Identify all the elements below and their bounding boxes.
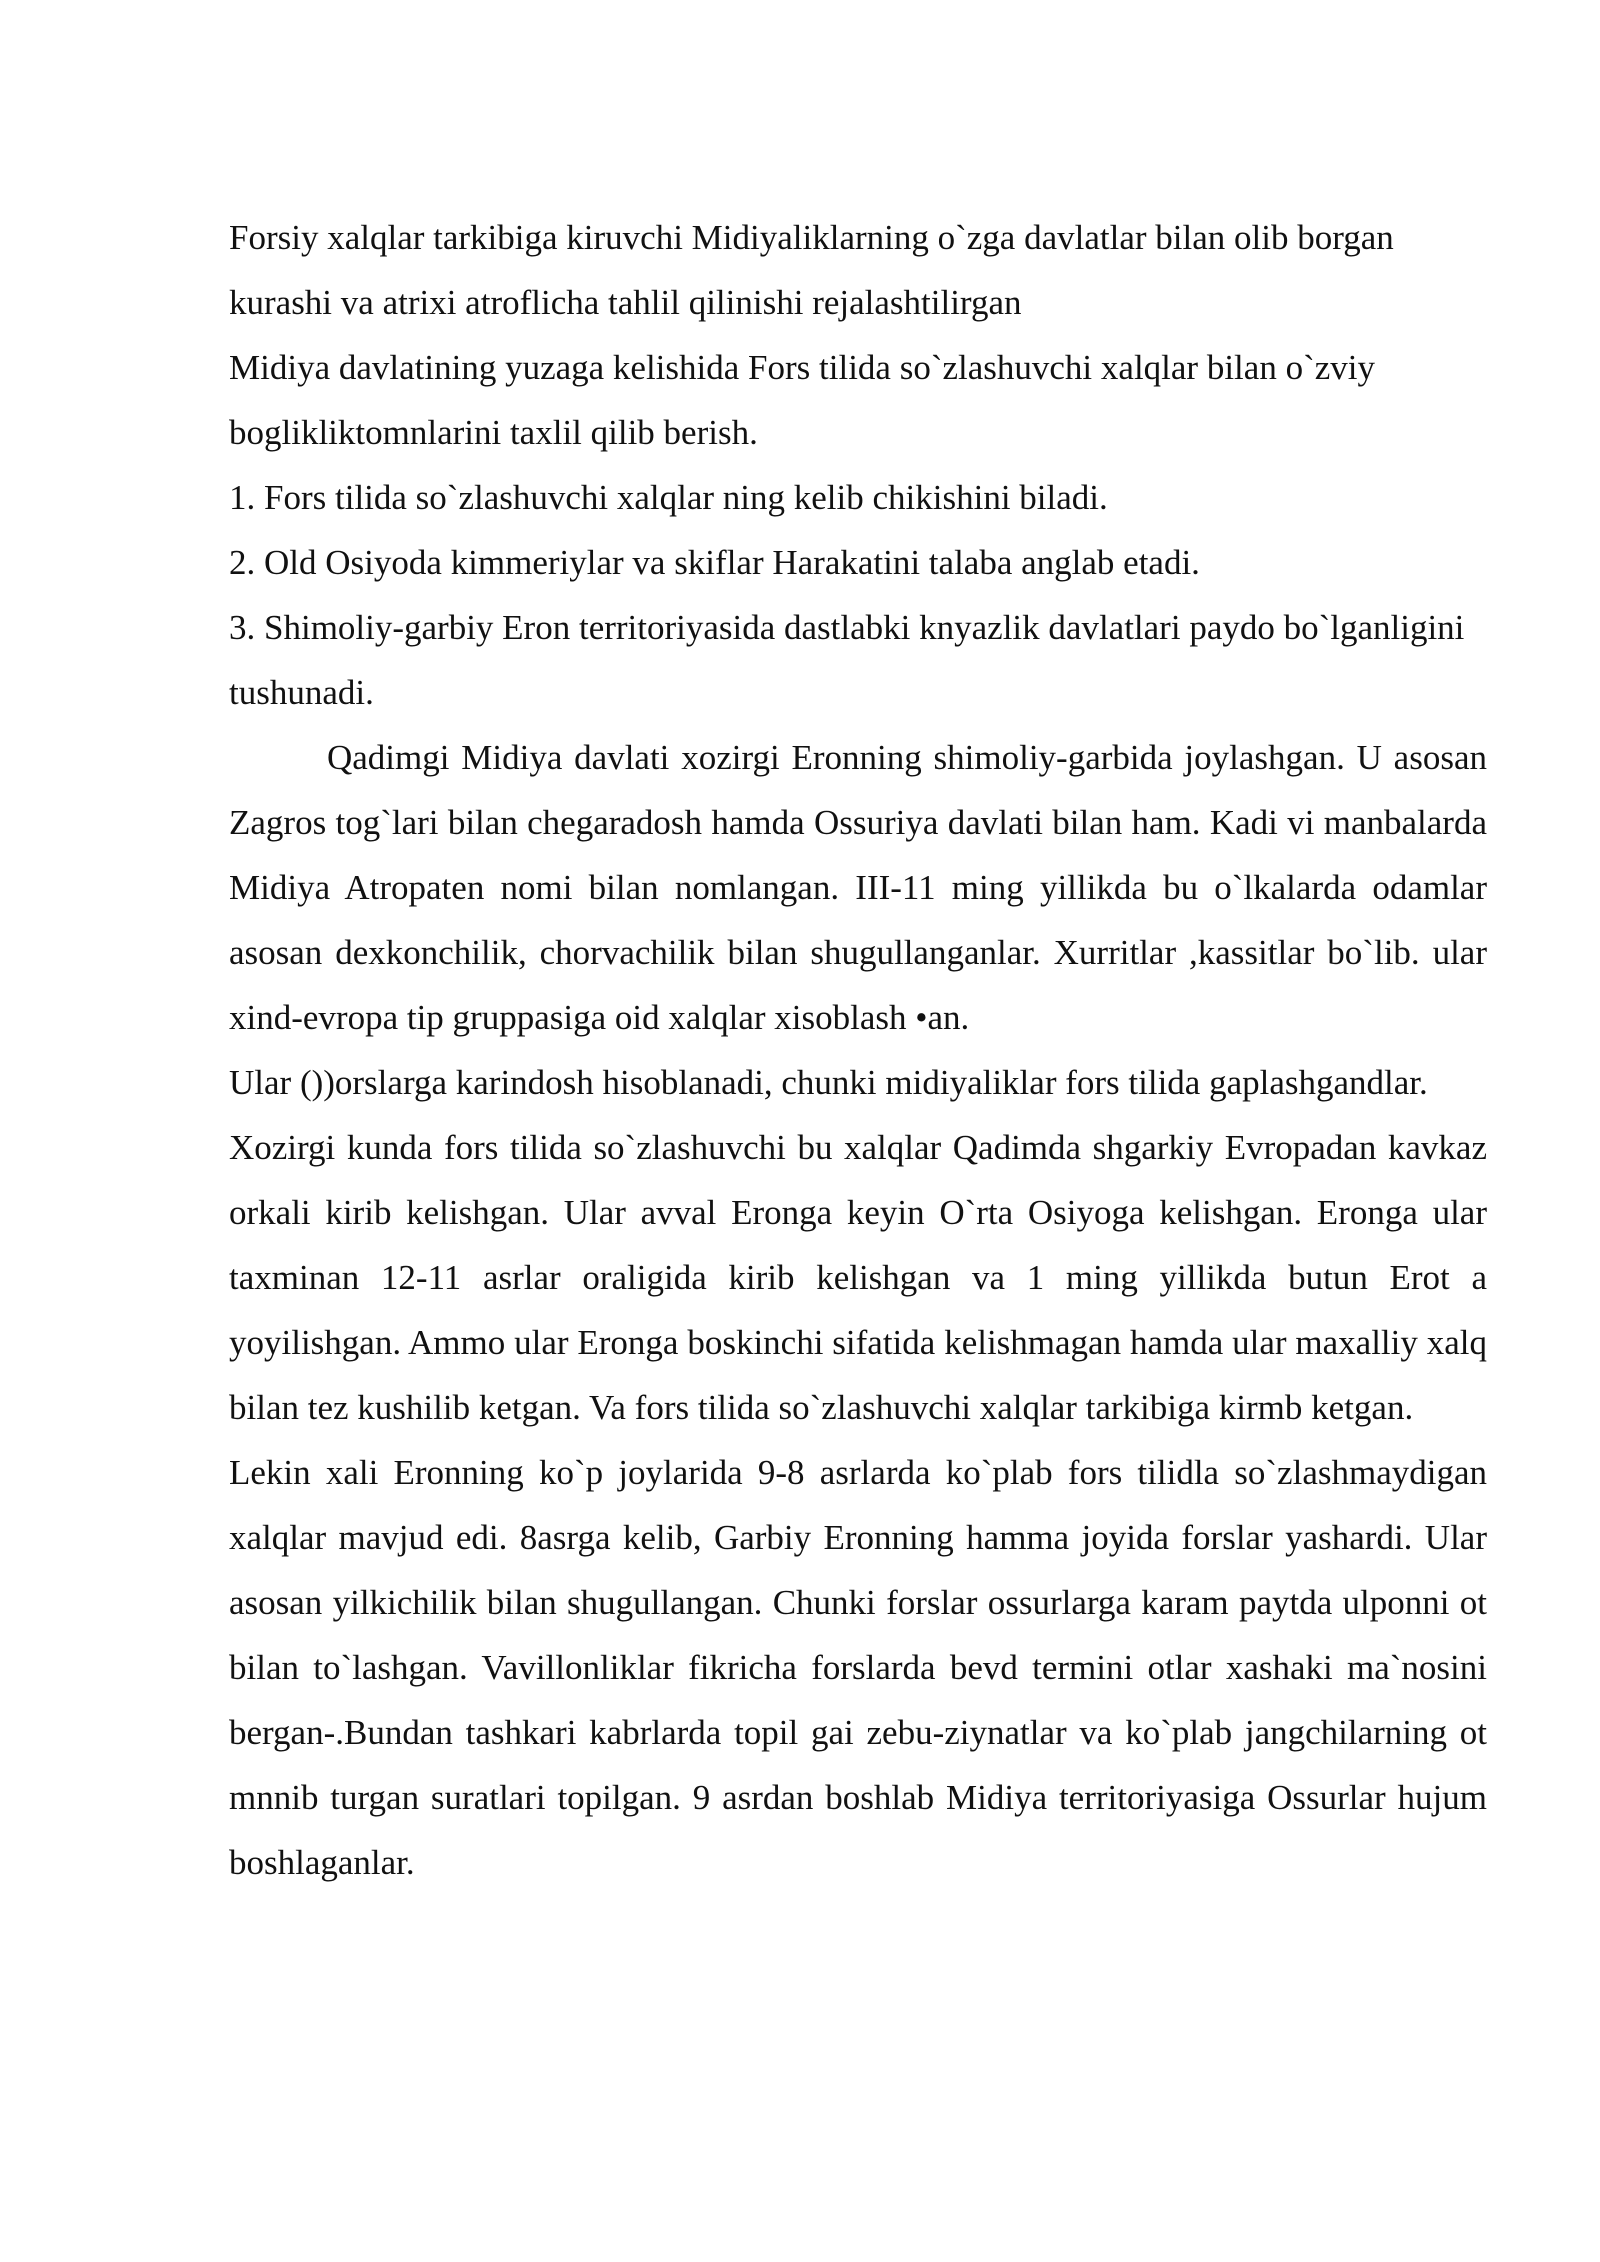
paragraph-task: Midiya davlatining yuzaga kelishida Fors tilida so`zlashuvchi xalqlar bilan o`zviy boglikliktomnlarini taxlil qilib berish. <box>229 348 1375 452</box>
paragraph-migration: Xozirgi kunda fors tilida so`zlashuvchi bu xalqlar Qadimda shgarkiy Evropadan kavkaz orkali kirib kelishgan. Ular avval Eronga keyin O`rta Osiyoga kelishgan. Eronga ular taxminan 12-11 asrlar oraligida kirib kelishgan va 1 ming yillikda butun Erot a yoyilishgan. Ammo ular Eronga boskinchi sifatida kelishmagan hamda ular maxalliy xalq bilan tez kushilib ketgan. Va fors tilida so`zlashuvchi xalqlar tarkibiga kirmb ketgan. <box>229 1128 1487 1427</box>
paragraph-persians: Lekin xali Eronning ko`p joylarida 9-8 asrlarda ko`plab fors tilidla so`zlashmaydigan xalqlar mavjud edi. 8asrga kelib, Garbiy Eronning hamma joyida forslar yashardi. Ular asosan yilkichilik bilan shugullangan. Chunki forslar ossurlarga karam paytda ulponni ot bilan to`lashgan. Vavillonliklar fikricha forslarda bevd termini otlar xashaki ma`nosini bergan-.Bundan tashkari kabrlarda topil gai zebu-ziynatlar va ko`plab jangchilarning ot mnnib turgan suratlari topilgan. 9 asrdan boshlab Midiya territoriyasiga Ossurlar hujum boshlaganlar. <box>229 1453 1487 1882</box>
list-item-2: 2. Old Osiyoda kimmeriylar va skiflar Harakatini talaba anglab etadi. <box>229 543 1200 582</box>
paragraph-media-intro: Qadimgi Midiya davlati xozirgi Eronning shimoliy-garbida joylashgan. U asosan Zagros tog`lari bilan chegaradosh hamda Ossuriya davlati bilan ham. Kadi vi manbalarda Midiya Atropaten nomi bilan nomlangan. III-11 ming yillikda bu o`lkalarda odamlar asosan dexkonchilik, chorvachilik bilan shugullanganlar. Xurritlar ,kassitlar bo`lib. ular xind-evropa tip gruppasiga oid xalqlar xisoblash •an. <box>229 738 1487 1037</box>
list-item-3: 3. Shimoliy-garbiy Eron territoriyasida dastlabki knyazlik davlatlari paydo bo`lganligini tushunadi. <box>229 608 1465 712</box>
paragraph-goal: Forsiy xalqlar tarkibiga kiruvchi Midiyaliklarning o`zga davlatlar bilan olib borgan kurashi va atrixi atroflicha tahlil qilinishi rejalashtilirgan <box>229 218 1394 322</box>
list-item-1: 1. Fors tilida so`zlashuvchi xalqlar ning kelib chikishini biladi. <box>229 478 1108 517</box>
paragraph-relatives: Ular ())orslarga karindosh hisoblanadi, chunki midiyaliklar fors tilida gaplashgandlar. <box>229 1063 1428 1102</box>
